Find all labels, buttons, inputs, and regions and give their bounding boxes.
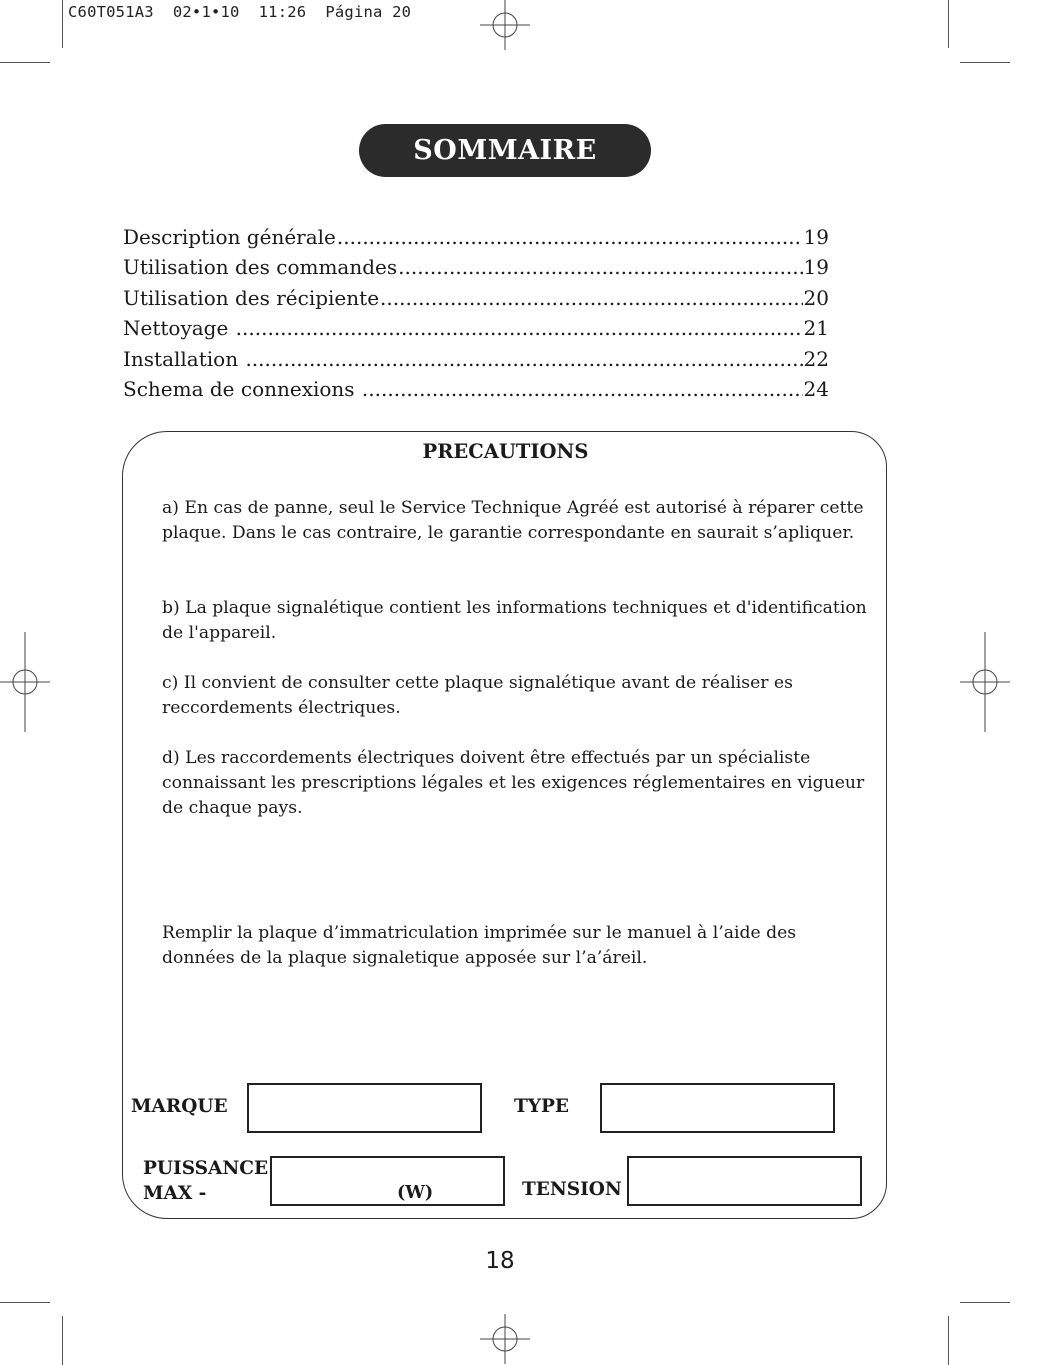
title-banner — [359, 124, 651, 177]
toc-entry — [123, 222, 829, 252]
toc-entry-page: 20 — [803, 285, 829, 310]
toc-entry — [123, 374, 829, 404]
toc-leader — [236, 313, 803, 343]
crop-mark — [960, 1302, 1010, 1303]
toc-leader — [362, 374, 803, 404]
puissance-unit: (W) — [397, 1183, 434, 1203]
puissance-label-line1: PUISSANCE — [143, 1158, 269, 1179]
toc-entry-label: Nettoyage — [123, 316, 235, 341]
registration-mark-icon — [960, 632, 1010, 732]
toc-entry-page: 24 — [803, 376, 829, 401]
toc-entry-label: Schema de connexions — [123, 376, 361, 401]
crop-mark — [948, 1316, 949, 1365]
toc-entry-page: 19 — [803, 255, 829, 280]
toc-entry — [123, 283, 829, 313]
puissance-field[interactable] — [270, 1156, 505, 1206]
registration-mark-icon — [480, 1314, 530, 1364]
print-header: C60T051A3 02•1•10 11:26 Página 20 — [68, 3, 412, 21]
crop-mark — [0, 62, 50, 63]
puissance-label — [143, 1156, 268, 1206]
type-field[interactable] — [600, 1083, 835, 1133]
crop-mark — [62, 0, 63, 48]
puissance-label-line2: MAX - — [143, 1183, 207, 1204]
toc-entry-page: 22 — [803, 346, 829, 371]
toc-entry-label: Description générale — [123, 225, 336, 249]
rating-plate-note: Remplir la plaque d’immatriculation imprimée sur le manuel à l’aide des données de la plaque signaletique apposée sur l’a’áreil. — [162, 923, 797, 968]
toc-leader — [337, 222, 803, 252]
toc-entry-page: 19 — [803, 225, 829, 249]
page-title: SOMMAIRE — [413, 135, 597, 166]
toc-entry-label: Utilisation des commandes — [123, 255, 398, 280]
precaution-paragraph: c) Il convient de consulter cette plaque signalétique avant de réaliser es reccordements électriques. — [162, 673, 793, 718]
toc-leader — [245, 344, 802, 374]
precautions-heading: PRECAUTIONS — [422, 440, 589, 463]
crop-mark — [62, 1316, 63, 1365]
precaution-paragraph: b) La plaque signalétique contient les informations techniques et d'identification de l'appareil. — [162, 598, 867, 643]
page-number: 18 — [485, 1248, 515, 1274]
toc-entry-label: Utilisation des récipiente — [123, 285, 380, 310]
precaution-paragraph: a) En cas de panne, seul le Service Technique Agréé est autorisé à réparer cette plaque. Dans le cas contraire, le garantie correspondante en saurait s’apliquer. — [162, 498, 864, 543]
precaution-paragraph: d) Les raccordements électriques doivent être effectués par un spécialiste connaissant les prescriptions légales et les exigences réglementaires en vigueur de chaque pays. — [162, 748, 865, 818]
crop-mark — [0, 1302, 50, 1303]
toc-entry — [123, 252, 829, 282]
marque-field[interactable] — [247, 1083, 482, 1133]
registration-mark-icon — [480, 0, 530, 50]
table-of-contents — [123, 222, 829, 404]
tension-field[interactable] — [627, 1156, 862, 1206]
type-label: TYPE — [514, 1096, 569, 1117]
marque-label: MARQUE — [131, 1096, 228, 1117]
toc-leader — [380, 283, 803, 313]
toc-entry-page: 21 — [803, 316, 829, 341]
tension-label: TENSION — [522, 1179, 622, 1200]
toc-entry — [123, 344, 829, 374]
registration-mark-icon — [0, 632, 50, 732]
crop-mark — [960, 62, 1010, 63]
toc-entry — [123, 313, 829, 343]
toc-leader — [398, 252, 802, 282]
toc-entry-label: Installation — [123, 346, 245, 371]
crop-mark — [948, 0, 949, 48]
